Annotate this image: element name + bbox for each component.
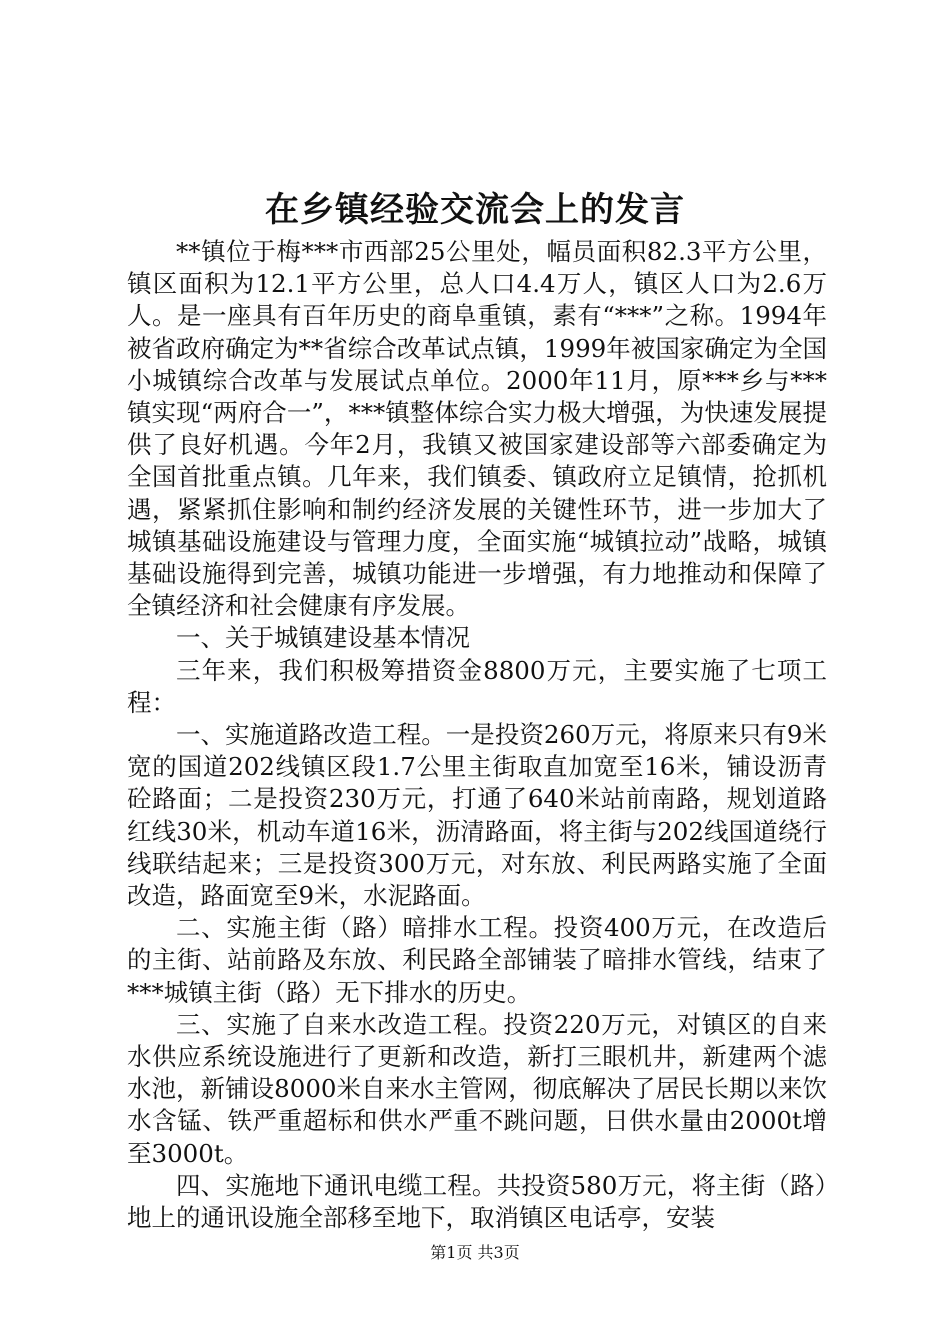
paragraph-cable-project: 四、实施地下通讯电缆工程。共投资580万元，将主街（路）地上的通讯设施全部移至地下，取消镇区电话亭，安装: [127, 1170, 827, 1233]
document-body: [127, 236, 827, 1234]
paragraph-water-project: 三、实施了自来水改造工程。投资220万元，对镇区的自来水供应系统设施进行了更新和改造，新打三眼机井，新建两个滤水池，新铺设8000米自来水主管网，彻底解决了居民长期以来饮水含锰、铁严重超标和供水严重不跳问题，日供水量由2000t增至3000t。: [127, 1009, 827, 1168]
paragraph-road-project: 一、实施道路改造工程。一是投资260万元，将原来只有9米宽的国道202线镇区段1.7公里主街取直加宽至16米，铺设沥青砼路面；二是投资230万元，打通了640米站前南路，规划道路红线30米，机动车道16米，沥清路面，将主街与202线国道绕行线联结起来；三是投资300万元，对东放、利民两路实施了全面改造，路面宽至9米，水泥路面。: [127, 720, 827, 911]
paragraph-overview: 三年来，我们积极筹措资金8800万元，主要实施了七项工程：: [127, 655, 827, 717]
page-footer: 第1页 共3页: [430, 1243, 520, 1262]
paragraph-intro: **镇位于梅***市西部25公里处，幅员面积82.3平方公里，镇区面积为12.1平方公里，总人口4.4万人，镇区人口为2.6万人。是一座具有百年历史的商阜重镇，素有“***”之称。1994年被省政府确定为**省综合改革试点镇，1999年被国家确定为全国小城镇综合改革与发展试点单位。2000年11月，原***乡与***镇实现“两府合一”，***镇整体综合实力极大增强，为快速发展提供了良好机遇。今年2月，我镇又被国家建设部等六部委确定为全国首批重点镇。几年来，我们镇委、镇政府立足镇情，抢抓机遇，紧紧抓住影响和制约经济发展的关键性环节，进一步加大了城镇基础设施建设与管理力度，全面实施“城镇拉动”战略，城镇基础设施得到完善，城镇功能进一步增强，有力地推动和保障了全镇经济和社会健康有序发展。: [127, 237, 827, 621]
paragraph-drainage-project: 二、实施主街（路）暗排水工程。投资400万元，在改造后的主街、站前路及东放、利民路全部铺装了暗排水管线，结束了***城镇主街（路）无下排水的历史。: [127, 913, 827, 1007]
section-heading: 一、关于城镇建设基本情况: [176, 623, 470, 653]
document-title: 在乡镇经验交流会上的发言: [265, 190, 685, 230]
